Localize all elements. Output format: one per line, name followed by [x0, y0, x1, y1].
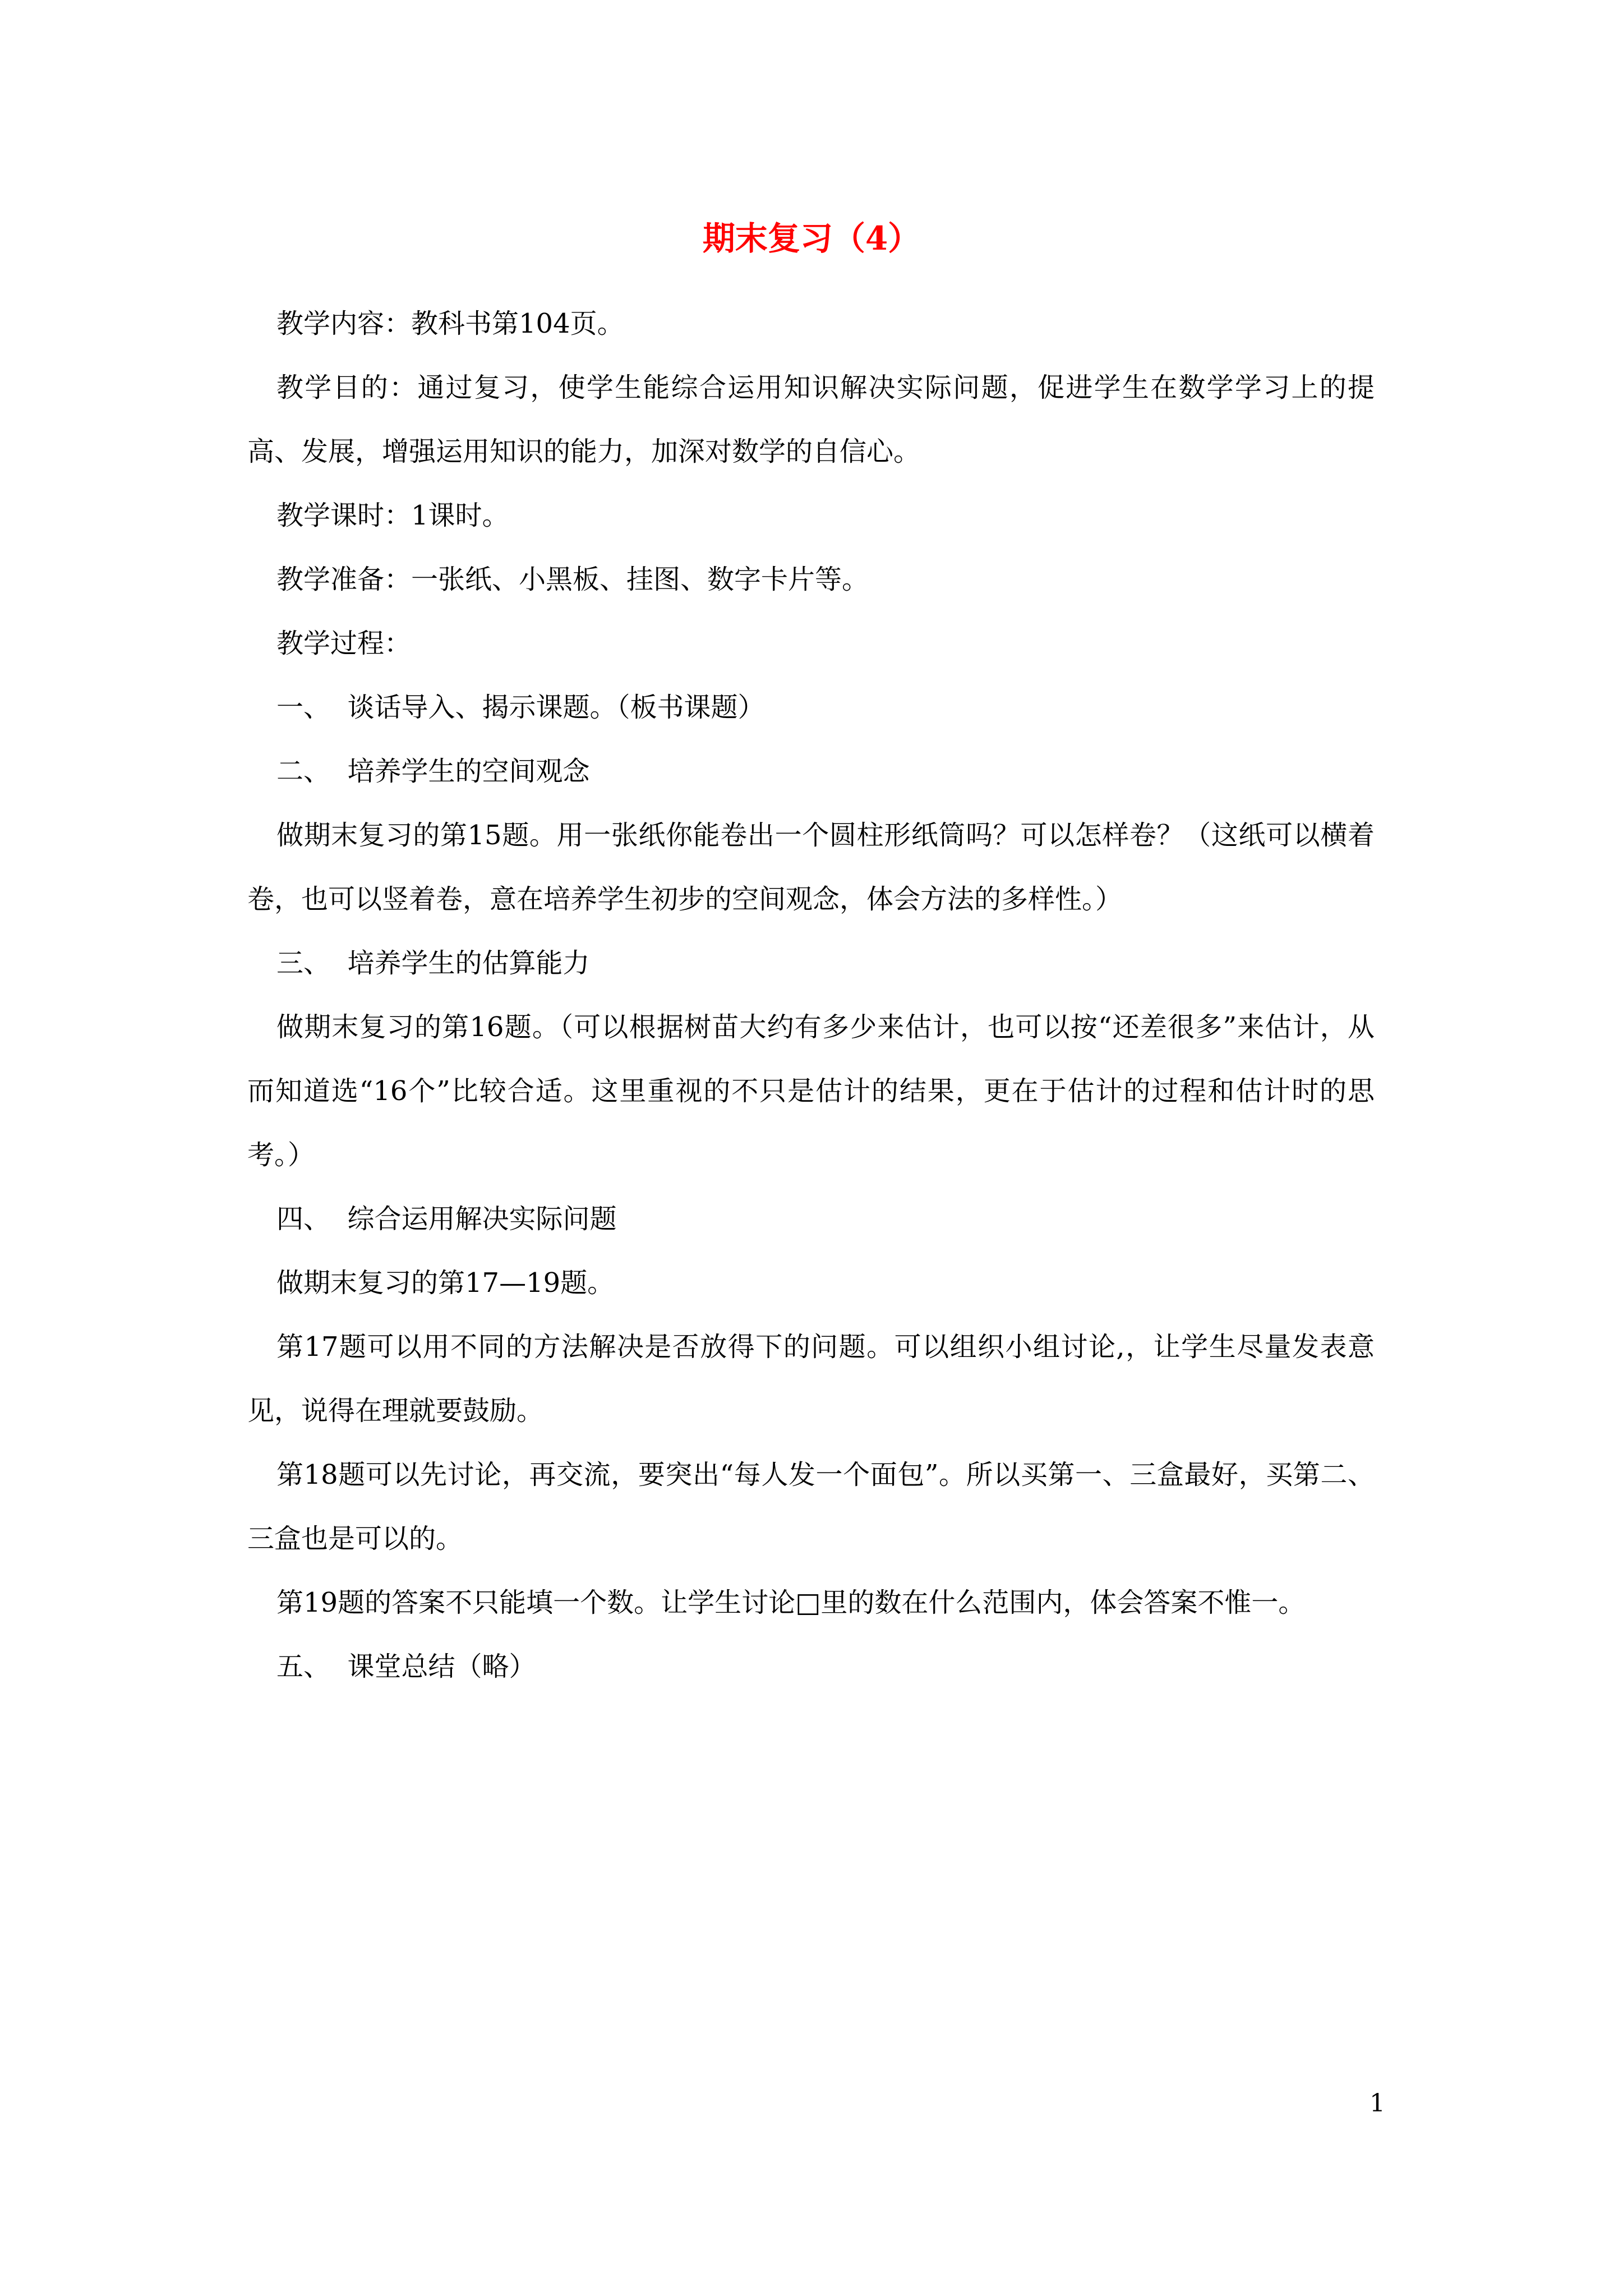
teaching-process-label: 教学过程： [276, 628, 412, 659]
section-text-3: 做期末复习的第16题。（可以根据树苗大约有多少来估计，也可以按“还差很多”来估计，从而知道选“16个”比较合适。这里重视的不只是估计的结果，更在于估计的过程和估计时的思考。） [247, 1011, 1375, 1171]
teaching-goal: 教学目的：通过复习，使学生能综合运用知识解决实际问题，促进学生在数学学习上的提高、发展，增强运用知识的能力，加深对数学的自信心。 [247, 372, 1375, 467]
section-heading-1: 一、 谈话导入、揭示课题。（板书课题） [276, 692, 765, 723]
section-text-4d: 第19题的答案不只能填一个数。让学生讨论□里的数在什么范围内，体会答案不惟一。 [276, 1587, 1306, 1618]
document-title: 期末复习（4） [702, 219, 921, 257]
section-heading-4: 四、 综合运用解决实际问题 [276, 1203, 617, 1235]
section-heading-2: 二、 培养学生的空间观念 [276, 756, 590, 787]
teaching-preparation: 教学准备：一张纸、小黑板、挂图、数字卡片等。 [276, 564, 869, 595]
section-text-4b: 第17题可以用不同的方法解决是否放得下的问题。可以组织小组讨论,，让学生尽量发表意见，说得在理就要鼓励。 [247, 1331, 1375, 1427]
section-heading-5: 五、 课堂总结（略） [276, 1651, 536, 1682]
document-body [247, 292, 1375, 1699]
section-text-4c: 第18题可以先讨论，再交流，要突出“每人发一个面包”。所以买第一、三盒最好，买第二、三盒也是可以的。 [247, 1459, 1375, 1554]
teaching-hours: 教学课时：1课时。 [276, 500, 509, 531]
page-number: 1 [1370, 2089, 1385, 2118]
teaching-content: 教学内容：教科书第104页。 [276, 308, 624, 339]
section-heading-3: 三、 培养学生的估算能力 [276, 947, 590, 979]
section-text-2: 做期末复习的第15题。用一张纸你能卷出一个圆柱形纸筒吗？可以怎样卷？（这纸可以横着卷，也可以竖着卷，意在培养学生初步的空间观念，体会方法的多样性。） [247, 820, 1375, 915]
section-text-4a: 做期末复习的第17—19题。 [276, 1267, 615, 1299]
